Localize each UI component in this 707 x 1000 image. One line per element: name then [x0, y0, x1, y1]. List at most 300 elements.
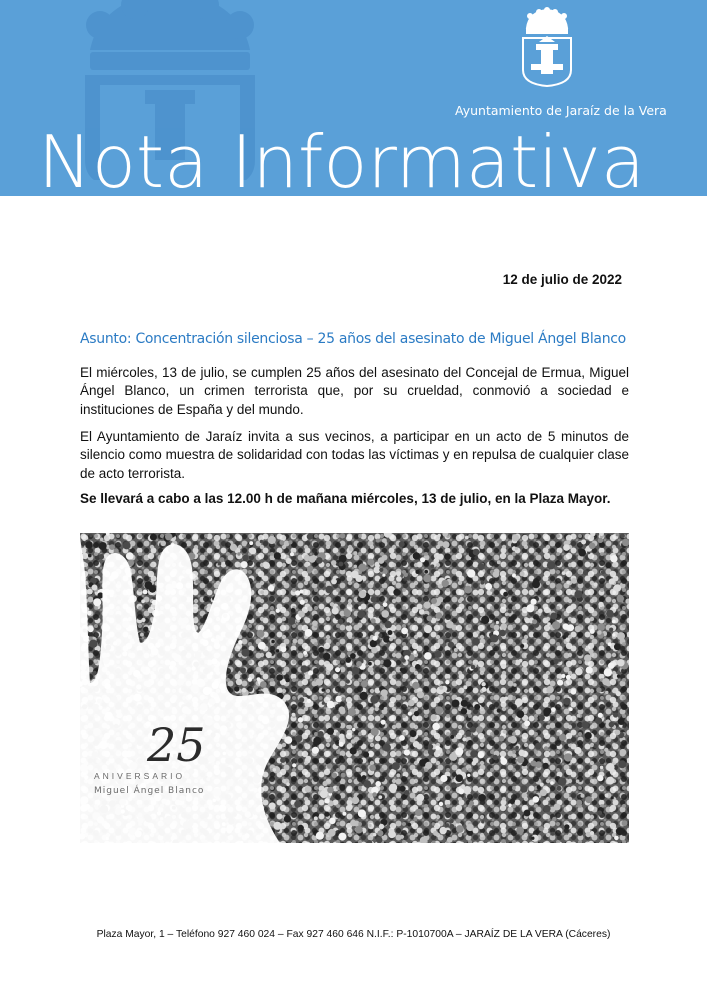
- crowd-texture-dot: [616, 691, 621, 696]
- crowd-texture-dot: [428, 744, 433, 749]
- document-subject: Asunto: Concentración silenciosa – 25 años del asesinato de Miguel Ángel Blanco: [80, 331, 626, 347]
- crowd-texture-dot: [569, 707, 573, 711]
- crowd-texture-dot: [371, 618, 376, 623]
- crowd-texture-dot: [515, 547, 518, 550]
- crowd-texture-dot: [431, 598, 437, 604]
- crowd-texture-dot: [339, 706, 346, 713]
- crowd-texture-dot: [532, 619, 537, 624]
- crowd-texture-dot: [379, 568, 383, 572]
- crowd-texture-dot: [260, 540, 264, 544]
- crowd-texture-dot: [375, 735, 381, 741]
- crowd-texture-dot: [543, 805, 550, 812]
- crowd-texture-dot: [505, 613, 509, 617]
- crowd-texture-dot: [89, 640, 97, 648]
- crowd-texture-dot: [510, 799, 515, 804]
- crowd-texture-dot: [400, 668, 404, 672]
- crowd-texture-dot: [254, 685, 258, 689]
- crowd-texture-dot: [331, 560, 336, 565]
- crowd-texture-dot: [535, 761, 542, 768]
- crowd-texture-dot: [562, 719, 566, 723]
- crowd-texture-dot: [556, 786, 561, 791]
- crowd-texture-dot: [359, 591, 367, 599]
- crowd-texture-dot: [493, 647, 497, 651]
- crowd-texture-dot: [371, 647, 377, 653]
- crowd-texture-dot: [93, 598, 101, 606]
- crowd-texture-dot: [332, 773, 338, 779]
- crowd-texture-dot: [444, 553, 451, 560]
- crowd-texture-dot: [597, 775, 603, 781]
- crowd-texture-dot: [446, 621, 453, 628]
- crowd-texture-dot: [335, 696, 342, 703]
- crowd-texture-dot: [248, 677, 252, 681]
- crowd-texture-dot: [461, 708, 467, 714]
- crowd-texture-dot: [268, 536, 276, 544]
- crowd-texture-dot: [609, 628, 613, 632]
- crowd-texture-dot: [318, 647, 324, 653]
- crowd-texture-dot: [408, 712, 412, 716]
- crowd-texture-dot: [501, 623, 507, 629]
- crowd-texture-dot: [350, 820, 356, 826]
- crowd-texture-dot: [87, 611, 92, 616]
- crowd-texture-dot: [414, 711, 419, 716]
- crowd-texture-dot: [571, 689, 577, 695]
- crowd-texture-dot: [299, 697, 304, 702]
- crowd-texture-dot: [368, 662, 372, 666]
- crowd-texture-dot: [308, 670, 313, 675]
- crowd-texture-dot: [316, 832, 324, 840]
- crowd-texture-dot: [339, 756, 344, 761]
- crowd-texture-dot: [609, 578, 615, 584]
- crowd-texture-dot: [383, 659, 391, 667]
- crowd-texture-dot: [474, 704, 480, 710]
- crowd-texture-dot: [612, 620, 616, 624]
- crowd-texture-dot: [456, 819, 461, 824]
- crowd-texture-dot: [567, 624, 574, 631]
- crowd-texture-dot: [501, 664, 506, 669]
- crowd-texture-dot: [339, 784, 345, 790]
- crowd-texture-dot: [582, 721, 589, 728]
- crowd-texture-dot: [534, 718, 537, 721]
- crowd-texture-dot: [99, 554, 104, 559]
- crowd-texture-dot: [462, 737, 466, 741]
- crowd-texture-dot: [346, 725, 350, 729]
- crowd-texture-dot: [575, 626, 581, 632]
- crowd-texture-dot: [396, 576, 402, 582]
- crowd-texture-dot: [341, 773, 346, 778]
- crowd-texture-dot: [240, 667, 246, 673]
- crowd-texture-dot: [516, 827, 524, 835]
- crowd-texture-dot: [473, 549, 480, 556]
- crowd-texture-dot: [89, 534, 92, 537]
- crowd-texture-dot: [415, 570, 419, 574]
- crowd-texture-dot: [478, 563, 485, 570]
- crowd-texture-dot: [604, 668, 612, 676]
- crowd-texture-dot: [389, 637, 393, 641]
- crowd-texture-dot: [286, 782, 290, 786]
- crowd-texture-dot: [403, 573, 408, 578]
- crowd-texture-dot: [498, 651, 501, 654]
- crowd-texture-dot: [605, 691, 608, 694]
- crowd-texture-dot: [434, 558, 440, 564]
- crowd-texture-dot: [271, 640, 275, 644]
- crowd-texture-dot: [413, 650, 417, 654]
- crowd-texture-dot: [525, 618, 531, 624]
- crowd-texture-dot: [307, 781, 312, 786]
- crowd-texture-dot: [114, 548, 119, 553]
- crowd-texture-dot: [341, 660, 344, 663]
- footer-address: Plaza Mayor, 1 – Teléfono 927 460 024 – Fax 927 460 646 N.I.F.: P-1010700A – JARAÍZ DE LA VERA (Cáceres): [96, 929, 611, 940]
- crowd-texture-dot: [567, 739, 572, 744]
- crowd-texture-dot: [354, 565, 358, 569]
- crowd-texture-dot: [195, 580, 199, 584]
- crowd-texture-dot: [597, 623, 605, 631]
- crowd-texture-dot: [312, 747, 319, 754]
- crowd-texture-dot: [324, 798, 329, 803]
- crowd-texture-dot: [461, 784, 465, 788]
- crowd-texture-dot: [427, 616, 433, 622]
- crowd-texture-dot: [618, 760, 626, 768]
- crowd-texture-dot: [480, 581, 484, 585]
- crowd-texture-dot: [584, 654, 591, 661]
- crowd-texture-dot: [312, 620, 318, 626]
- crowd-texture-dot: [318, 731, 324, 737]
- crowd-texture-dot: [513, 683, 517, 687]
- crowd-texture-dot: [585, 732, 592, 739]
- crowd-texture-dot: [520, 571, 525, 576]
- crowd-texture-dot: [443, 599, 447, 603]
- crowd-texture-dot: [493, 571, 500, 578]
- crowd-texture-dot: [611, 796, 614, 799]
- crowd-texture-dot: [526, 604, 534, 612]
- crowd-texture-dot: [322, 702, 325, 705]
- municipal-crest-icon: [517, 6, 577, 88]
- crowd-texture-dot: [381, 610, 389, 618]
- crowd-texture-dot: [306, 756, 311, 761]
- crowd-texture-dot: [558, 777, 566, 785]
- crowd-texture-dot: [298, 611, 304, 617]
- crowd-texture-dot: [311, 639, 315, 643]
- crowd-texture-dot: [485, 583, 492, 590]
- crowd-texture-dot: [408, 700, 415, 707]
- crowd-texture-dot: [452, 700, 460, 708]
- crowd-texture-dot: [520, 785, 527, 792]
- crowd-texture-dot: [499, 736, 505, 742]
- crowd-texture-dot: [432, 723, 440, 731]
- crowd-texture-dot: [400, 786, 406, 792]
- crowd-texture-dot: [550, 613, 557, 620]
- crowd-texture-dot: [423, 574, 431, 582]
- crowd-texture-dot: [298, 717, 303, 722]
- crowd-texture-dot: [545, 541, 548, 544]
- crowd-texture-dot: [93, 659, 97, 663]
- crowd-texture-dot: [356, 767, 361, 772]
- crowd-texture-dot: [551, 832, 555, 836]
- crowd-texture-dot: [144, 581, 152, 589]
- crowd-texture-dot: [467, 569, 475, 577]
- crowd-texture-dot: [566, 540, 571, 545]
- poster-aniversario: ANIVERSARIO: [94, 771, 186, 781]
- crowd-texture-dot: [413, 552, 420, 559]
- crowd-texture-dot: [284, 694, 290, 700]
- crowd-texture-dot: [470, 707, 474, 711]
- crowd-texture-dot: [123, 542, 131, 550]
- crowd-texture-dot: [493, 755, 498, 760]
- crowd-texture-dot: [461, 700, 468, 707]
- crowd-photo-image: [80, 533, 629, 843]
- crowd-texture-dot: [564, 753, 572, 761]
- crowd-texture-dot: [596, 687, 601, 692]
- paragraph-invitation: El Ayuntamiento de Jaraíz invita a sus vecinos, a participar en un acto de 5 minutos de silencio como muestra de solidaridad con todas las víctimas y en repulsa de cualquier clase de acto terrorista.: [80, 429, 629, 481]
- poster-number: 25: [147, 718, 206, 772]
- crowd-texture-dot: [612, 633, 615, 636]
- crowd-texture-dot: [88, 554, 92, 558]
- crowd-texture-dot: [276, 609, 280, 613]
- crowd-texture-dot: [576, 800, 582, 806]
- crowd-texture-dot: [307, 699, 311, 703]
- crowd-texture-dot: [331, 579, 337, 585]
- crowd-texture-dot: [320, 790, 328, 798]
- crowd-texture-dot: [85, 541, 93, 549]
- crowd-texture-dot: [600, 766, 604, 770]
- crowd-texture-dot: [324, 812, 329, 817]
- crowd-texture-dot: [301, 709, 306, 714]
- crowd-texture-dot: [500, 603, 504, 607]
- crowd-texture-dot: [399, 735, 405, 741]
- crowd-texture-dot: [590, 629, 595, 634]
- crowd-texture-dot: [557, 680, 563, 686]
- crowd-texture-dot: [92, 585, 98, 591]
- crowd-texture-dot: [230, 544, 237, 551]
- crowd-texture-dot: [249, 541, 253, 545]
- crowd-texture-dot: [339, 562, 344, 567]
- crowd-texture-dot: [577, 765, 581, 769]
- crowd-texture-dot: [393, 589, 400, 596]
- crowd-texture-dot: [577, 714, 581, 718]
- crowd-texture-dot: [285, 736, 293, 744]
- crowd-texture-dot: [601, 570, 605, 574]
- crowd-texture-dot: [381, 689, 388, 696]
- header-banner: [0, 0, 707, 196]
- crowd-texture-dot: [497, 560, 501, 564]
- crowd-texture-dot: [547, 609, 551, 613]
- crowd-texture-dot: [456, 825, 464, 833]
- crowd-texture-dot: [237, 552, 240, 555]
- crowd-texture-dot: [450, 819, 454, 823]
- crowd-texture-dot: [620, 749, 627, 756]
- crowd-texture-dot: [368, 613, 374, 619]
- crowd-texture-dot: [622, 820, 628, 826]
- crowd-texture-dot: [551, 744, 556, 749]
- crowd-texture-dot: [352, 728, 355, 731]
- crowd-texture-dot: [404, 655, 409, 660]
- crowd-texture-dot: [508, 610, 512, 614]
- crowd-texture-dot: [519, 659, 523, 663]
- crowd-texture-dot: [581, 539, 586, 544]
- crowd-texture-dot: [370, 696, 378, 704]
- crowd-texture-dot: [241, 561, 248, 568]
- crowd-texture-dot: [504, 697, 508, 701]
- crowd-texture-dot: [396, 773, 400, 777]
- crowd-texture-dot: [581, 794, 585, 798]
- paragraph-intro: El miércoles, 13 de julio, se cumplen 25 años del asesinato del Concejal de Ermua, Miguel Ángel Blanco, un crimen terrorista que, por su crueldad, conmovió a sociedad e instituciones de España y del mundo.: [80, 365, 629, 417]
- crowd-texture-dot: [617, 675, 620, 678]
- crowd-texture-dot: [614, 584, 622, 592]
- crowd-texture-dot: [371, 728, 379, 736]
- crowd-texture-dot: [476, 726, 483, 733]
- crowd-texture-dot: [586, 667, 593, 674]
- crowd-texture-dot: [346, 657, 352, 663]
- crowd-texture-dot: [141, 599, 145, 603]
- crowd-texture-dot: [305, 629, 313, 637]
- crowd-texture-dot: [350, 653, 356, 659]
- crowd-texture-dot: [140, 633, 144, 637]
- crowd-texture-dot: [385, 621, 392, 628]
- crowd-texture-dot: [356, 661, 362, 667]
- crowd-texture-dot: [313, 737, 321, 745]
- crowd-texture-dot: [401, 628, 408, 635]
- crowd-texture-dot: [292, 713, 296, 717]
- crowd-texture-dot: [355, 826, 363, 834]
- crowd-texture-dot: [375, 781, 381, 787]
- crowd-texture-dot: [435, 746, 440, 751]
- crowd-texture-dot: [339, 742, 344, 747]
- crowd-texture-dot: [314, 816, 318, 820]
- crowd-texture-dot: [361, 680, 368, 687]
- crowd-texture-dot: [458, 789, 464, 795]
- crowd-texture-dot: [574, 590, 582, 598]
- crowd-texture-dot: [454, 648, 458, 652]
- crowd-texture-dot: [428, 734, 432, 738]
- crowd-texture-dot: [392, 675, 395, 678]
- crowd-texture-dot: [143, 590, 148, 595]
- crowd-texture-dot: [464, 586, 472, 594]
- crowd-texture-dot: [280, 758, 285, 763]
- crowd-texture-dot: [558, 658, 562, 662]
- crowd-texture-dot: [571, 578, 577, 584]
- crowd-texture-dot: [520, 644, 524, 648]
- crowd-texture-dot: [250, 548, 257, 555]
- crowd-texture-dot: [338, 619, 344, 625]
- crowd-texture-dot: [583, 570, 588, 575]
- crowd-texture-dot: [371, 596, 377, 602]
- crowd-texture-dot: [420, 557, 425, 562]
- crowd-texture-dot: [242, 555, 248, 561]
- crowd-texture-dot: [357, 774, 361, 778]
- crowd-texture-dot: [262, 576, 266, 580]
- crowd-texture-dot: [517, 756, 524, 763]
- crowd-texture-dot: [470, 727, 476, 733]
- crowd-texture-dot: [376, 539, 380, 543]
- crowd-texture-dot: [439, 686, 443, 690]
- crowd-texture-dot: [428, 749, 434, 755]
- crowd-texture-dot: [445, 823, 449, 827]
- crowd-texture-dot: [468, 740, 472, 744]
- crowd-texture-dot: [109, 544, 115, 550]
- crowd-texture-dot: [608, 642, 612, 646]
- crowd-texture-dot: [503, 730, 507, 734]
- crowd-texture-dot: [293, 639, 298, 644]
- organization-name: Ayuntamiento de Jaraíz de la Vera: [455, 103, 667, 118]
- document-date: 12 de julio de 2022: [502, 272, 622, 287]
- crowd-texture-dot: [440, 775, 447, 782]
- crowd-texture-dot: [349, 547, 354, 552]
- crowd-texture-dot: [547, 622, 551, 626]
- crowd-texture-dot: [358, 809, 366, 817]
- crowd-texture-dot: [433, 831, 438, 836]
- crowd-texture-dot: [610, 555, 617, 562]
- crowd-texture-dot: [368, 824, 372, 828]
- crowd-texture-dot: [552, 817, 556, 821]
- crowd-texture-dot: [370, 640, 377, 647]
- crowd-texture-dot: [451, 782, 457, 788]
- poster-name: Miguel Ángel Blanco: [94, 786, 205, 796]
- crowd-texture-dot: [410, 806, 414, 810]
- crowd-texture-dot: [439, 827, 446, 834]
- crowd-texture-dot: [615, 730, 621, 736]
- crowd-texture-dot: [418, 576, 421, 579]
- crowd-texture-dot: [266, 652, 272, 658]
- crowd-texture-dot: [269, 802, 276, 809]
- crowd-texture-dot: [575, 668, 583, 676]
- crowd-texture-dot: [617, 632, 625, 640]
- crowd-texture-dot: [609, 808, 613, 812]
- crowd-texture-dot: [595, 717, 602, 724]
- crowd-texture-dot: [538, 609, 543, 614]
- crowd-texture-dot: [590, 831, 594, 835]
- crowd-texture-dot: [567, 606, 574, 613]
- crowd-texture-dot: [389, 784, 397, 792]
- crowd-texture-dot: [448, 642, 454, 648]
- crowd-texture-dot: [562, 571, 566, 575]
- crowd-texture-dot: [508, 616, 515, 623]
- crowd-texture-dot: [617, 659, 624, 666]
- crowd-texture-dot: [347, 804, 353, 810]
- commemorative-poster: [80, 533, 629, 843]
- crowd-texture-dot: [450, 735, 454, 739]
- crowd-texture-dot: [598, 602, 603, 607]
- crowd-texture-dot: [378, 633, 382, 637]
- crowd-texture-dot: [273, 822, 281, 830]
- crowd-texture-dot: [346, 679, 350, 683]
- crowd-texture-dot: [500, 756, 505, 761]
- crowd-texture-dot: [246, 628, 250, 632]
- crowd-texture-dot: [348, 602, 351, 605]
- crowd-texture-dot: [219, 557, 224, 562]
- crowd-texture-dot: [160, 541, 166, 547]
- crowd-texture-dot: [471, 665, 476, 670]
- crowd-texture-dot: [400, 686, 404, 690]
- crowd-texture-dot: [450, 749, 454, 753]
- crowd-texture-dot: [598, 713, 603, 718]
- crowd-texture-dot: [281, 646, 287, 652]
- crowd-texture-dot: [552, 621, 560, 629]
- crowd-texture-dot: [307, 690, 312, 695]
- crowd-texture-dot: [481, 682, 485, 686]
- crowd-texture-dot: [618, 718, 625, 725]
- crowd-texture-dot: [564, 824, 569, 829]
- crowd-texture-dot: [410, 730, 417, 737]
- crowd-texture-dot: [418, 562, 422, 566]
- crowd-texture-dot: [424, 625, 432, 633]
- crowd-texture-dot: [305, 786, 312, 793]
- crowd-texture-dot: [367, 559, 374, 566]
- crowd-texture-dot: [327, 728, 334, 735]
- crowd-texture-dot: [617, 595, 624, 602]
- crowd-texture-dot: [376, 837, 383, 843]
- crowd-texture-dot: [527, 654, 533, 660]
- crowd-texture-dot: [242, 649, 250, 657]
- crowd-texture-dot: [531, 837, 534, 840]
